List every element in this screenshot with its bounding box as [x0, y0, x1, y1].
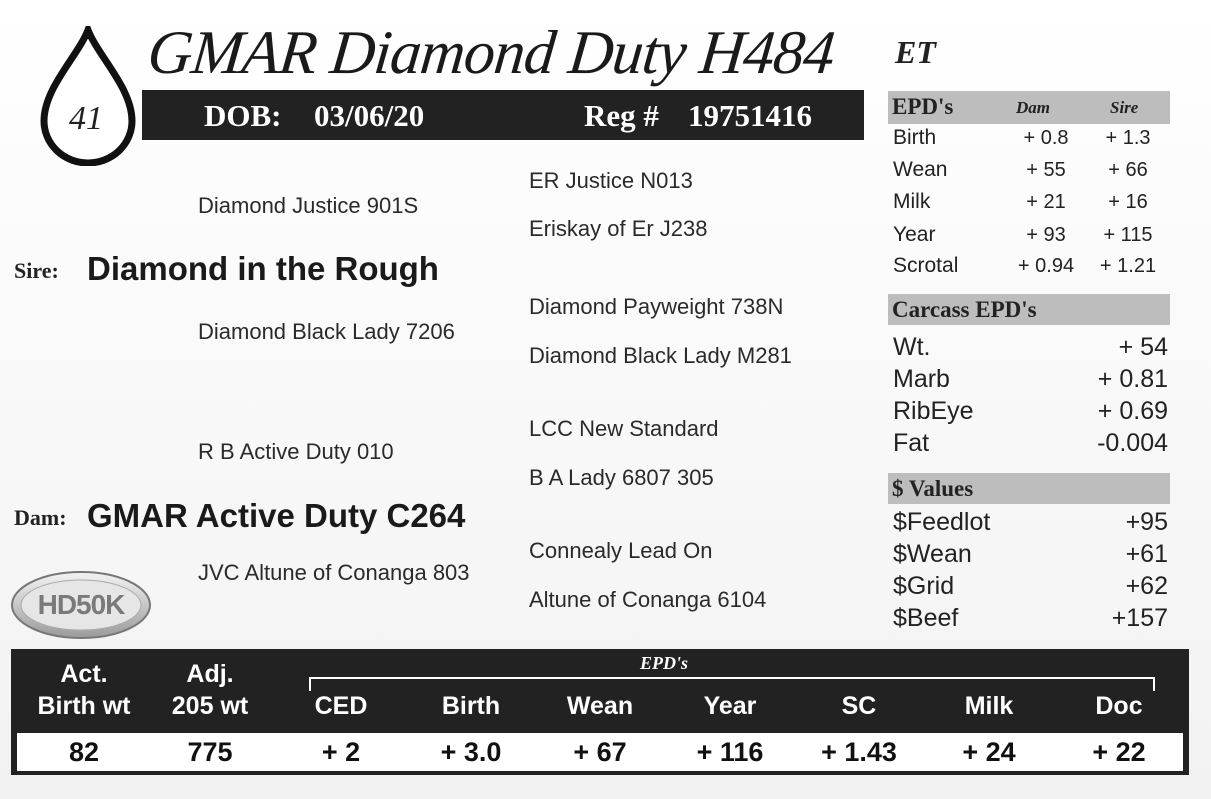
epd-col-dam: Dam: [1016, 98, 1050, 117]
performance-bar: [11, 649, 1189, 775]
birth-value: + 3.0: [440, 737, 502, 767]
sire-label: Sire:: [14, 258, 59, 283]
doc-header: Doc: [1095, 692, 1143, 720]
carcass-row-label: Wt.: [893, 333, 931, 361]
epd-dam-value: + 0.8: [1023, 127, 1069, 149]
year-value: + 116: [696, 737, 764, 767]
values-row-value: +157: [1111, 604, 1168, 632]
values-table-title: $ Values: [892, 476, 974, 501]
carcass-row-label: Fat: [893, 429, 930, 457]
et-suffix: ET: [895, 34, 936, 70]
dam-sire-dam: B A Lady 6807 305: [529, 465, 714, 490]
epd-row-label: Year: [893, 223, 936, 246]
epd-row-label: Birth: [893, 126, 937, 149]
adj-205-value: 775: [187, 737, 233, 767]
carcass-row-value: + 54: [1118, 333, 1168, 361]
lot-drop-icon: [38, 26, 138, 166]
carcass-row-label: Marb: [893, 365, 950, 393]
epd-row-label: Scrotal: [893, 254, 959, 277]
sire-dam-dam: Diamond Black Lady M281: [529, 343, 792, 368]
year-header: Year: [703, 692, 757, 720]
act-birth-value: 82: [68, 737, 100, 767]
sire-name: Diamond in the Rough: [87, 250, 439, 287]
sire-sire-sire: ER Justice N013: [529, 168, 693, 193]
epd-sire-value: + 1.3: [1105, 127, 1151, 149]
ced-value: + 2: [321, 737, 361, 767]
hd50k-text: HD50K: [37, 589, 125, 620]
epd-group-label: EPD's: [619, 653, 709, 674]
animal-name: GMAR Diamond Duty H484: [144, 19, 838, 87]
act-birth-header-line2: Birth wt: [37, 692, 131, 720]
reg-label: Reg #: [584, 98, 659, 133]
dam-dam-sire: Connealy Lead On: [529, 538, 713, 563]
doc-value: + 22: [1092, 737, 1146, 767]
values-row-value: +62: [1125, 572, 1168, 600]
sire-dam: Diamond Black Lady 7206: [198, 319, 455, 344]
milk-header: Milk: [964, 692, 1014, 720]
dam-label: Dam:: [14, 505, 67, 530]
carcass-table-header: [888, 294, 1170, 325]
epd-col-sire: Sire: [1110, 98, 1139, 117]
lot-number: 41: [69, 100, 103, 137]
carcass-table-title: Carcass EPD's: [892, 297, 1037, 322]
carcass-row-value: -0.004: [1097, 429, 1168, 457]
values-row-label: $Grid: [893, 572, 955, 600]
adj-205-header-line1: Adj.: [186, 660, 234, 688]
dam-sire-sire: LCC New Standard: [529, 416, 719, 441]
carcass-row-label: RibEye: [893, 397, 974, 425]
performance-values-row: [17, 733, 1183, 771]
dob-value: 03/06/20: [314, 98, 425, 133]
epd-sire-value: + 115: [1103, 224, 1153, 246]
sire-sire-dam: Eriskay of Er J238: [529, 216, 708, 241]
epd-table-header: [888, 91, 1170, 124]
epd-dam-value: + 21: [1026, 191, 1066, 213]
wean-value: + 67: [573, 737, 627, 767]
epd-row-label: Milk: [893, 190, 931, 213]
epd-table-title: EPD's: [892, 94, 954, 119]
dam-dam: JVC Altune of Conanga 803: [198, 560, 470, 585]
epd-dam-value: + 0.94: [1017, 255, 1075, 277]
dob-label: DOB:: [204, 98, 282, 133]
epd-sire-value: + 66: [1108, 159, 1148, 181]
sc-header: SC: [841, 692, 877, 720]
values-row-label: $Beef: [893, 604, 959, 632]
dam-name: GMAR Active Duty C264: [87, 497, 466, 534]
values-table-header: [888, 473, 1170, 504]
epd-row-label: Wean: [893, 158, 948, 181]
sire-sire: Diamond Justice 901S: [198, 193, 419, 218]
carcass-row-value: + 0.81: [1097, 365, 1168, 393]
values-row-label: $Wean: [893, 540, 972, 568]
birth-header: Birth: [441, 692, 501, 720]
epd-group-bracket: [309, 677, 1155, 691]
adj-205-header-line2: 205 wt: [171, 692, 249, 720]
epd-sire-value: + 16: [1108, 191, 1148, 213]
wean-header: Wean: [566, 692, 634, 720]
carcass-row-value: + 0.69: [1097, 397, 1168, 425]
values-row-label: $Feedlot: [893, 508, 991, 536]
dam-dam-dam: Altune of Conanga 6104: [529, 587, 767, 612]
dob-reg-banner: [142, 90, 864, 140]
epd-sire-value: + 1.21: [1099, 255, 1157, 277]
epd-dam-value: + 55: [1026, 159, 1066, 181]
ced-header: CED: [314, 692, 368, 720]
sc-value: + 1.43: [821, 737, 897, 767]
epd-dam-value: + 93: [1026, 224, 1066, 246]
dam-sire: R B Active Duty 010: [198, 439, 394, 464]
reg-value: 19751416: [688, 98, 812, 133]
hd50k-logo: [10, 570, 152, 640]
values-row-value: +95: [1125, 508, 1168, 536]
milk-value: + 24: [962, 737, 1016, 767]
act-birth-header-line1: Act.: [60, 660, 108, 688]
sire-dam-sire: Diamond Payweight 738N: [529, 294, 784, 319]
values-row-value: +61: [1125, 540, 1168, 568]
